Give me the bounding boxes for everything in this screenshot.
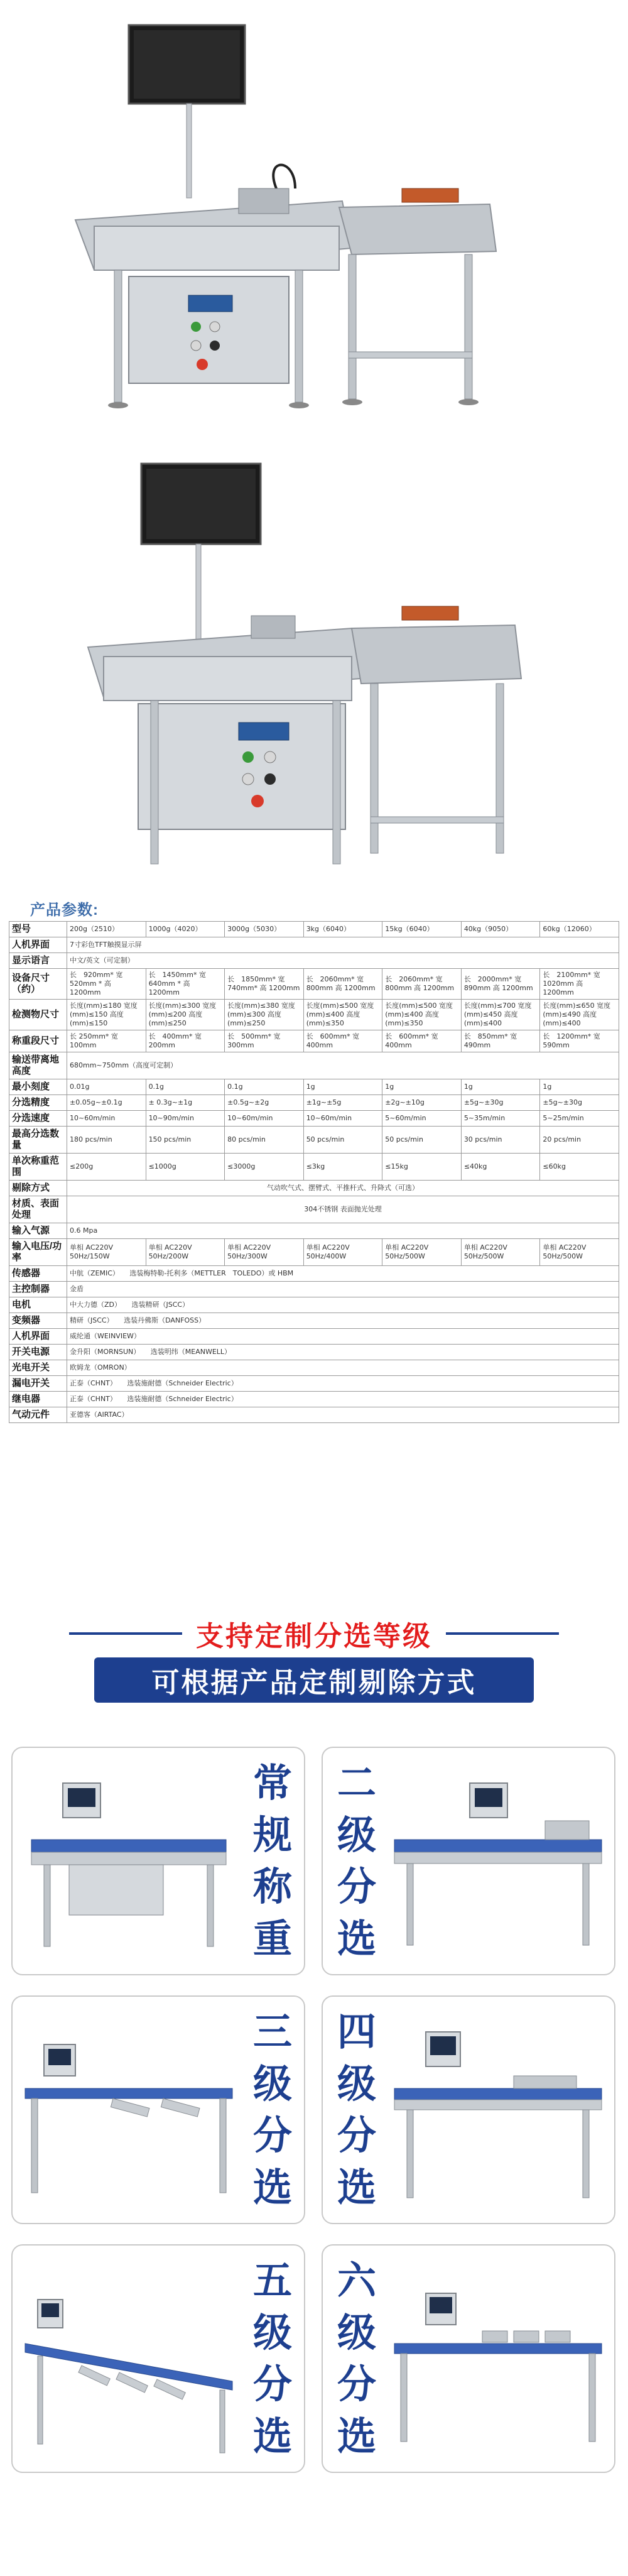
- table-cell: 长 920mm* 宽 520mm * 高 1200mm: [67, 969, 146, 1000]
- row-label: 称重段尺寸: [9, 1030, 67, 1052]
- card-char: 五: [252, 2259, 292, 2303]
- machine-photo: [388, 2007, 608, 2214]
- checkweigher-machine-icon: [388, 1758, 608, 1965]
- row-value: 正泰（CHNT） 选装施耐德（Schneider Electric）: [67, 1392, 619, 1407]
- row-label: 分选精度: [9, 1095, 67, 1111]
- table-cell: 长 1200mm* 宽 590mm: [540, 1030, 619, 1052]
- machine-photo: [19, 2007, 239, 2214]
- card-char: 分: [252, 2114, 292, 2158]
- row-value: 304不锈钢 表面抛光处理: [67, 1196, 619, 1223]
- table-row: [9, 1345, 619, 1360]
- row-label: 剔除方式: [9, 1181, 67, 1196]
- row-label: 检测物尺寸: [9, 1000, 67, 1030]
- table-row: [9, 1030, 619, 1052]
- table-cell: ±5g~±30g: [461, 1095, 540, 1111]
- card-char: 选: [252, 2415, 292, 2459]
- card-char: 规: [252, 1813, 292, 1857]
- model-cell: 60kg（12060）: [540, 922, 619, 937]
- model-cell: 40kg（9050）: [461, 922, 540, 937]
- table-row: [9, 1111, 619, 1127]
- row-label: 漏电开关: [9, 1376, 67, 1392]
- machine-photo-1: [0, 0, 628, 440]
- card-char: 常: [252, 1762, 292, 1806]
- card-char: 选: [337, 1917, 376, 1961]
- row-label: 电机: [9, 1297, 67, 1313]
- row-label: 光电开关: [9, 1360, 67, 1376]
- table-cell: 10~90m/min: [146, 1111, 225, 1127]
- table-row: [9, 1266, 619, 1282]
- row-label: 单次称重范围: [9, 1154, 67, 1181]
- table-row: [9, 1000, 619, 1030]
- table-row: [9, 1239, 619, 1266]
- row-label: 输入气源: [9, 1223, 67, 1239]
- table-row: [9, 1360, 619, 1376]
- row-label: 设备尺寸（约）: [9, 969, 67, 1000]
- table-cell: ±0.05g~±0.1g: [67, 1095, 146, 1111]
- checkweigher-machine-icon: [0, 440, 628, 892]
- table-cell: 长 600mm* 宽 400mm: [382, 1030, 462, 1052]
- control-cabinet-icon: [129, 276, 289, 383]
- table-cell: 5~35m/min: [461, 1111, 540, 1127]
- row-value: 中文/英文（可定制）: [67, 953, 619, 969]
- table-cell: 长 850mm* 宽 490mm: [461, 1030, 540, 1052]
- table-cell: 20 pcs/min: [540, 1127, 619, 1154]
- table-cell: 150 pcs/min: [146, 1127, 225, 1154]
- card-char: 选: [252, 2166, 292, 2210]
- card-six-level-sorting: [322, 2244, 615, 2473]
- card-label: [244, 2256, 301, 2463]
- row-value: 680mm~750mm（高度可定制）: [67, 1052, 619, 1079]
- card-char: 选: [337, 2166, 376, 2210]
- model-cell: 200g（2510）: [67, 922, 146, 937]
- card-char: 分: [252, 2363, 292, 2407]
- model-cell: 15kg（6040）: [382, 922, 462, 937]
- card-char: 级: [337, 2311, 376, 2355]
- section-title: 产品参数:: [30, 902, 99, 919]
- card-char: 级: [337, 2062, 376, 2106]
- checkweigher-machine-icon: [19, 1758, 239, 1965]
- row-label: 传感器: [9, 1266, 67, 1282]
- table-cell: ≤1000g: [146, 1154, 225, 1181]
- row-value: 气动吹气式、摆臂式、平推杆式、升降式（可选）: [67, 1181, 619, 1196]
- banner-divider-right: [446, 1632, 559, 1635]
- banner-subheadline-box: [94, 1657, 534, 1703]
- table-cell: ≤200g: [67, 1154, 146, 1181]
- row-value: 正泰（CHNT） 选装施耐德（Schneider Electric）: [67, 1376, 619, 1392]
- row-label: 最小刻度: [9, 1079, 67, 1095]
- table-cell: 长 2100mm* 宽 1020mm 高 1200mm: [540, 969, 619, 1000]
- card-char: 四: [337, 2011, 376, 2055]
- table-row: [9, 1095, 619, 1111]
- checkweigher-machine-icon: [388, 2007, 608, 2214]
- table-row: [9, 1181, 619, 1196]
- card-regular-weighing: [11, 1747, 305, 1975]
- card-char: 重: [252, 1917, 292, 1961]
- card-char: 级: [252, 2062, 292, 2106]
- card-char: 六: [337, 2259, 376, 2303]
- card-label: [328, 2007, 386, 2214]
- machine-photo: [388, 1758, 608, 1965]
- banner-line1: [69, 1615, 559, 1652]
- checkweigher-machine-icon: [19, 2256, 239, 2463]
- row-value: 威纶通（WEINVIEW）: [67, 1329, 619, 1345]
- table-row: [9, 1297, 619, 1313]
- params-table-wrap: [9, 921, 619, 1423]
- row-label: 人机界面: [9, 937, 67, 953]
- table-cell: 50 pcs/min: [303, 1127, 382, 1154]
- table-cell: 长度(mm)≤500 宽度(mm)≤400 高度(mm)≤350: [303, 1000, 382, 1030]
- table-cell: ≤15kg: [382, 1154, 462, 1181]
- table-cell: ≤40kg: [461, 1154, 540, 1181]
- row-label: 人机界面: [9, 1329, 67, 1345]
- row-value: 0.6 Mpa: [67, 1223, 619, 1239]
- table-cell: 180 pcs/min: [67, 1127, 146, 1154]
- row-label: 主控制器: [9, 1282, 67, 1297]
- table-cell: 0.1g: [225, 1079, 304, 1095]
- machine-photo: [19, 2256, 239, 2463]
- table-row: [9, 1407, 619, 1423]
- table-cell: 长度(mm)≤500 宽度(mm)≤400 高度(mm)≤350: [382, 1000, 462, 1030]
- card-char: 称: [252, 1865, 292, 1909]
- row-value: 亚德客（AIRTAC）: [67, 1407, 619, 1423]
- table-cell: 10~60m/min: [225, 1111, 304, 1127]
- table-cell: 单相 AC220V 50Hz/500W: [382, 1239, 462, 1266]
- machine-photo: [19, 1758, 239, 1965]
- table-cell: 长 1450mm* 宽 640mm * 高 1200mm: [146, 969, 225, 1000]
- table-cell: 长 2000mm* 宽 890mm 高 1200mm: [461, 969, 540, 1000]
- table-cell: 长度(mm)≤700 宽度(mm)≤450 高度(mm)≤400: [461, 1000, 540, 1030]
- machine-photo-2: [0, 440, 628, 892]
- card-char: 分: [337, 1865, 376, 1909]
- table-row: [9, 1313, 619, 1329]
- row-label: 输入电压/功率: [9, 1239, 67, 1266]
- card-label: [244, 1758, 301, 1965]
- checkweigher-machine-icon: [19, 2007, 239, 2214]
- table-cell: 长度(mm)≤650 宽度(mm)≤490 高度(mm)≤400: [540, 1000, 619, 1030]
- table-cell: 10~60m/min: [303, 1111, 382, 1127]
- table-row: [9, 1079, 619, 1095]
- row-label: 显示语言: [9, 953, 67, 969]
- row-label: 开关电源: [9, 1345, 67, 1360]
- table-cell: 长 250mm* 宽 100mm: [67, 1030, 146, 1052]
- table-cell: 50 pcs/min: [382, 1127, 462, 1154]
- card-two-level-sorting: [322, 1747, 615, 1975]
- table-row: [9, 1223, 619, 1239]
- table-cell: 1g: [382, 1079, 462, 1095]
- table-cell: 长 2060mm* 宽 800mm 高 1200mm: [382, 969, 462, 1000]
- table-row: [9, 1376, 619, 1392]
- table-cell: 1g: [303, 1079, 382, 1095]
- card-label: [328, 2256, 386, 2463]
- banner-headline: 支持定制分选等级: [196, 1621, 432, 1652]
- row-value: 7寸彩色TFT触摸显示屏: [67, 937, 619, 953]
- row-label: 变频器: [9, 1313, 67, 1329]
- table-cell: 长 500mm* 宽 300mm: [225, 1030, 304, 1052]
- card-char: 二: [337, 1762, 376, 1806]
- table-cell: 80 pcs/min: [225, 1127, 304, 1154]
- model-cell: 1000g（4020）: [146, 922, 225, 937]
- card-char: 级: [252, 2311, 292, 2355]
- card-char: 三: [252, 2011, 292, 2055]
- table-cell: 长度(mm)≤380 宽度(mm)≤300 高度(mm)≤250: [225, 1000, 304, 1030]
- table-row: [9, 937, 619, 953]
- row-value: 精研（JSCC） 选装丹佛斯（DANFOSS）: [67, 1313, 619, 1329]
- row-label: 型号: [9, 922, 67, 937]
- table-row: [9, 1282, 619, 1297]
- table-row: [9, 953, 619, 969]
- table-cell: 5~60m/min: [382, 1111, 462, 1127]
- model-cell: 3kg（6040）: [303, 922, 382, 937]
- table-cell: 长 400mm* 宽 200mm: [146, 1030, 225, 1052]
- table-cell: 5~25m/min: [540, 1111, 619, 1127]
- banner-divider-left: [69, 1632, 182, 1635]
- table-cell: ±5g~±30g: [540, 1095, 619, 1111]
- table-row: [9, 1052, 619, 1079]
- table-cell: ±2g~±10g: [382, 1095, 462, 1111]
- row-label: 气动元件: [9, 1407, 67, 1423]
- row-value: 金盾: [67, 1282, 619, 1297]
- card-char: 分: [337, 2114, 376, 2158]
- row-value: 中大力德（ZD） 选装精研（JSCC）: [67, 1297, 619, 1313]
- row-value: 中航（ZEMIC） 选装梅特勒-托利多（METTLER TOLEDO）或 HBM: [67, 1266, 619, 1282]
- table-cell: ≤3000g: [225, 1154, 304, 1181]
- checkweigher-machine-icon: [0, 0, 628, 440]
- table-row: [9, 1196, 619, 1223]
- model-cell: 3000g（5030）: [225, 922, 304, 937]
- banner-subheadline: 可根据产品定制剔除方式: [151, 1667, 477, 1698]
- card-char: 分: [337, 2363, 376, 2407]
- table-cell: 单相 AC220V 50Hz/150W: [67, 1239, 146, 1266]
- table-row: [9, 1329, 619, 1345]
- card-label: [244, 2007, 301, 2214]
- card-four-level-sorting: [322, 1995, 615, 2224]
- table-row: [9, 969, 619, 1000]
- table-cell: 长度(mm)≤300 宽度(mm)≤200 高度(mm)≤250: [146, 1000, 225, 1030]
- row-label: 继电器: [9, 1392, 67, 1407]
- row-label: 最高分选数量: [9, 1127, 67, 1154]
- row-label: 输送带离地高度: [9, 1052, 67, 1079]
- table-cell: ±0.5g~±2g: [225, 1095, 304, 1111]
- table-row: [9, 1127, 619, 1154]
- card-char: 选: [337, 2415, 376, 2459]
- table-cell: 1g: [461, 1079, 540, 1095]
- card-three-level-sorting: [11, 1995, 305, 2224]
- table-cell: 单相 AC220V 50Hz/500W: [461, 1239, 540, 1266]
- table-cell: 长 2060mm* 宽 800mm 高 1200mm: [303, 969, 382, 1000]
- table-cell: 0.1g: [146, 1079, 225, 1095]
- row-value: 欧姆龙（OMRON）: [67, 1360, 619, 1376]
- table-cell: 长 1850mm* 宽 740mm* 高 1200mm: [225, 969, 304, 1000]
- table-row: [9, 1392, 619, 1407]
- table-cell: 单相 AC220V 50Hz/500W: [540, 1239, 619, 1266]
- table-cell: 单相 AC220V 50Hz/200W: [146, 1239, 225, 1266]
- card-char: 级: [337, 1813, 376, 1857]
- row-label: 分选速度: [9, 1111, 67, 1127]
- table-cell: 单相 AC220V 50Hz/400W: [303, 1239, 382, 1266]
- machine-photo: [388, 2256, 608, 2463]
- custom-grading-banner: [69, 1615, 559, 1709]
- table-cell: ≤60kg: [540, 1154, 619, 1181]
- card-five-level-sorting: [11, 2244, 305, 2473]
- table-row: [9, 922, 619, 937]
- checkweigher-machine-icon: [388, 2256, 608, 2463]
- table-cell: 1g: [540, 1079, 619, 1095]
- table-row: [9, 1154, 619, 1181]
- row-label: 材质、表面处理: [9, 1196, 67, 1223]
- row-value: 金升阳（MORNSUN） 选装明纬（MEANWELL）: [67, 1345, 619, 1360]
- params-table: [9, 921, 619, 1423]
- table-cell: ±1g~±5g: [303, 1095, 382, 1111]
- table-cell: 长 600mm* 宽 400mm: [303, 1030, 382, 1052]
- table-cell: ± 0.3g~±1g: [146, 1095, 225, 1111]
- table-cell: ≤3kg: [303, 1154, 382, 1181]
- table-cell: 0.01g: [67, 1079, 146, 1095]
- table-cell: 30 pcs/min: [461, 1127, 540, 1154]
- table-cell: 10~60m/min: [67, 1111, 146, 1127]
- table-cell: 长度(mm)≤180 宽度(mm)≤150 高度(mm)≤150: [67, 1000, 146, 1030]
- card-label: [328, 1758, 386, 1965]
- table-cell: 单相 AC220V 50Hz/300W: [225, 1239, 304, 1266]
